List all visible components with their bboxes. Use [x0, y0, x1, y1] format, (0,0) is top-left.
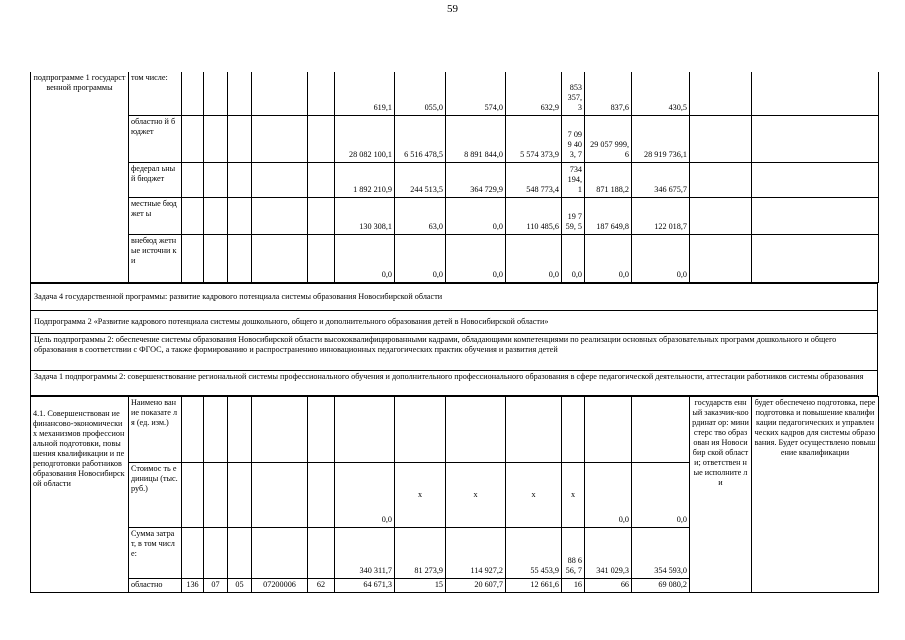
- amount-cell: 16: [562, 578, 585, 592]
- code-cell: [252, 162, 308, 197]
- amount-cell: 64 671,3: [335, 578, 395, 592]
- indicator-label: Стоимос ть единицы (тыс. руб.): [129, 462, 182, 527]
- code-cell: [252, 462, 308, 527]
- amount-cell: x: [562, 462, 585, 527]
- code-cell: [308, 234, 335, 282]
- code-cell: [228, 162, 252, 197]
- code-cell: [204, 462, 228, 527]
- amount-cell: 619,1: [335, 72, 395, 115]
- amount-cell: 81 273,9: [395, 527, 446, 578]
- amount-cell: 28 919 736,1: [632, 115, 690, 162]
- code-cell: [228, 72, 252, 115]
- amount-cell: 19 759, 5: [562, 197, 585, 234]
- amount-cell: [632, 396, 690, 462]
- result-cell: будет обеспечено подготовка, переподготовка и повышение квалификации педагогических и управленческих кадров для системы образования. Будет осуществлено повышение квалификации: [752, 396, 879, 592]
- code-cell: [252, 197, 308, 234]
- amount-cell: 632,9: [506, 72, 562, 115]
- code-cell: [228, 115, 252, 162]
- amount-cell: 055,0: [395, 72, 446, 115]
- code-cell: [228, 462, 252, 527]
- top-financing-table: [30, 72, 879, 283]
- amount-cell: 364 729,9: [446, 162, 506, 197]
- amount-cell: 15: [395, 578, 446, 592]
- amount-cell: 5 574 373,9: [506, 115, 562, 162]
- amount-cell: x: [506, 462, 562, 527]
- code-cell: [308, 72, 335, 115]
- code-cell: [252, 234, 308, 282]
- code-cell: [228, 527, 252, 578]
- code-cell: [308, 396, 335, 462]
- empty-cell: [690, 72, 752, 115]
- code-cell: [182, 234, 204, 282]
- source-label: местные бюджет ы: [129, 197, 182, 234]
- empty-cell: [690, 115, 752, 162]
- code-cell: [252, 72, 308, 115]
- amount-cell: 0,0: [632, 234, 690, 282]
- empty-cell: [752, 162, 879, 197]
- source-label: внебюд жетные источни ки: [129, 234, 182, 282]
- measure-name-cell: 4.1. Совершенствован ие финансово-экономических механизмов профессиональной подготовки, повышения квалификации и переподготовки работников образования Новосибирской области: [31, 396, 129, 592]
- financing-row: [31, 72, 879, 115]
- amount-cell: 734 194, 1: [562, 162, 585, 197]
- code-cell: [228, 234, 252, 282]
- goal2-text: Цель подпрограммы 2: обеспечение системы образования Новосибирской области высококвалифицированными кадрами, обладающими компетенциями по реализации основных образовательных программ дошкольного и общего образования в соответствии с ФГОС, а также формированию и распространению инновационных педагогических практик обучения и развития детей: [31, 333, 878, 370]
- amount-cell: x: [395, 462, 446, 527]
- code-cell: [308, 527, 335, 578]
- amount-cell: 28 082 100,1: [335, 115, 395, 162]
- code-cell: [182, 197, 204, 234]
- amount-cell: 346 675,7: [632, 162, 690, 197]
- amount-cell: [335, 396, 395, 462]
- code-cell: [308, 197, 335, 234]
- amount-cell: 29 057 999,6: [585, 115, 632, 162]
- amount-cell: 853 357, 3: [562, 72, 585, 115]
- empty-cell: [690, 162, 752, 197]
- code-cell: [182, 396, 204, 462]
- code-cell: [182, 527, 204, 578]
- amount-cell: [585, 396, 632, 462]
- amount-cell: 6 516 478,5: [395, 115, 446, 162]
- executor-cell: государств енный заказчик-координат ор: министерс тво образован ия Новосибир ской области; ответствен ные исполните ли: [690, 396, 752, 592]
- amount-cell: 55 453,9: [506, 527, 562, 578]
- code-cell: [182, 115, 204, 162]
- amount-cell: [446, 396, 506, 462]
- amount-cell: 1 892 210,9: [335, 162, 395, 197]
- task4-text: Задача 4 государственной программы: развитие кадрового потенциала системы образования Новосибирской области: [31, 283, 878, 310]
- indicator-label: Сумма затрат, в том числе:: [129, 527, 182, 578]
- amount-cell: [562, 396, 585, 462]
- amount-cell: 574,0: [446, 72, 506, 115]
- amount-cell: 341 029,3: [585, 527, 632, 578]
- amount-cell: 837,6: [585, 72, 632, 115]
- code-cell: [182, 462, 204, 527]
- code-cell: 07: [204, 578, 228, 592]
- amount-cell: 0,0: [446, 197, 506, 234]
- amount-cell: 430,5: [632, 72, 690, 115]
- code-cell: [204, 234, 228, 282]
- amount-cell: 0,0: [585, 462, 632, 527]
- code-cell: [228, 197, 252, 234]
- amount-cell: 354 593,0: [632, 527, 690, 578]
- code-cell: [204, 162, 228, 197]
- measure-row: [31, 396, 879, 462]
- amount-cell: 0,0: [506, 234, 562, 282]
- amount-cell: 0,0: [632, 462, 690, 527]
- amount-cell: 69 080,2: [632, 578, 690, 592]
- subprogram2-title: Подпрограмма 2 «Развитие кадрового потенциала системы дошкольного, общего и дополнительного образования детей в Новосибирской области»: [31, 310, 878, 333]
- code-cell: [308, 162, 335, 197]
- amount-cell: 20 607,7: [446, 578, 506, 592]
- code-cell: [228, 396, 252, 462]
- code-cell: [204, 197, 228, 234]
- amount-cell: 122 018,7: [632, 197, 690, 234]
- amount-cell: [506, 396, 562, 462]
- amount-cell: 7 099 403, 7: [562, 115, 585, 162]
- amount-cell: 340 311,7: [335, 527, 395, 578]
- code-cell: 07200006: [252, 578, 308, 592]
- amount-cell: 0,0: [585, 234, 632, 282]
- code-cell: [308, 462, 335, 527]
- amount-cell: 114 927,2: [446, 527, 506, 578]
- amount-cell: 871 188,2: [585, 162, 632, 197]
- financing-row: [31, 197, 879, 234]
- task1-text: Задача 1 подпрограммы 2: совершенствование региональной системы профессионального обучения и дополнительного профессионального образования в сфере педагогической деятельности, аттестации работников системы образования: [31, 370, 878, 395]
- code-cell: [252, 115, 308, 162]
- code-cell: 136: [182, 578, 204, 592]
- financing-row: [31, 162, 879, 197]
- measure-table: [30, 396, 879, 593]
- source-label: том числе:: [129, 72, 182, 115]
- task-rows: [30, 283, 878, 396]
- amount-cell: 12 661,6: [506, 578, 562, 592]
- subprogram-name-cell: подпрограмме 1 государственной программы: [31, 72, 129, 282]
- amount-cell: 88 656, 7: [562, 527, 585, 578]
- code-cell: 62: [308, 578, 335, 592]
- code-cell: [204, 396, 228, 462]
- amount-cell: 0,0: [335, 234, 395, 282]
- financing-row: [31, 234, 879, 282]
- empty-cell: [752, 197, 879, 234]
- code-cell: [204, 72, 228, 115]
- empty-cell: [752, 72, 879, 115]
- empty-cell: [752, 115, 879, 162]
- amount-cell: 8 891 844,0: [446, 115, 506, 162]
- amount-cell: [395, 396, 446, 462]
- code-cell: [204, 115, 228, 162]
- amount-cell: 130 308,1: [335, 197, 395, 234]
- amount-cell: 110 485,6: [506, 197, 562, 234]
- empty-cell: [690, 197, 752, 234]
- amount-cell: 0,0: [446, 234, 506, 282]
- amount-cell: 0,0: [395, 234, 446, 282]
- program-table: [30, 72, 878, 593]
- source-label: федерал ьный бюджет: [129, 162, 182, 197]
- empty-cell: [752, 234, 879, 282]
- code-cell: [252, 396, 308, 462]
- code-cell: [204, 527, 228, 578]
- financing-row: [31, 115, 879, 162]
- amount-cell: 63,0: [395, 197, 446, 234]
- page-number: 59: [447, 3, 458, 15]
- indicator-label: областно: [129, 578, 182, 592]
- code-cell: [182, 162, 204, 197]
- amount-cell: 548 773,4: [506, 162, 562, 197]
- code-cell: 05: [228, 578, 252, 592]
- code-cell: [308, 115, 335, 162]
- amount-cell: 0,0: [335, 462, 395, 527]
- empty-cell: [690, 234, 752, 282]
- code-cell: [252, 527, 308, 578]
- indicator-label: Наимено вание показате ля (ед. изм.): [129, 396, 182, 462]
- amount-cell: 0,0: [562, 234, 585, 282]
- source-label: областно й бюджет: [129, 115, 182, 162]
- amount-cell: 187 649,8: [585, 197, 632, 234]
- amount-cell: x: [446, 462, 506, 527]
- amount-cell: 66: [585, 578, 632, 592]
- amount-cell: 244 513,5: [395, 162, 446, 197]
- code-cell: [182, 72, 204, 115]
